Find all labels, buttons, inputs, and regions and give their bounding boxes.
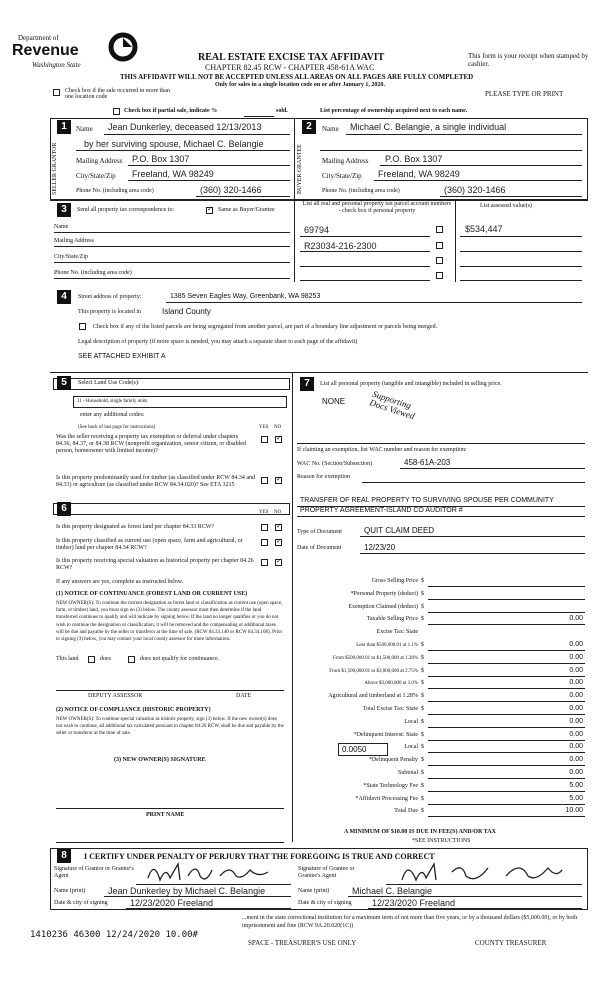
located-county: Island County — [162, 307, 211, 316]
doc-type-label: Type of Document — [297, 529, 342, 535]
notice-2-body: NEW OWNER(S): To continue special valuation as historic property, sign (3) below. If the new owner(s) does not wish to continue, all additional tax calculated pursuant to chapter 84.26 RCW, shall be due and payable by the seller or transferor at the time of sale. — [56, 717, 284, 737]
receipt-note: This form is your receipt when stamped by cashier. — [468, 52, 589, 68]
s6-no-header: NO — [274, 510, 282, 515]
assessed-value-1: $534,447 — [465, 224, 503, 234]
section-8-number: 8 — [57, 849, 71, 863]
dollar-sign: $ — [421, 744, 424, 751]
tax-row-value: 0.00 — [569, 717, 583, 725]
dollar-sign: $ — [421, 731, 424, 738]
dollar-sign: $ — [421, 706, 424, 712]
ownership-note: List percentage of ownership acquired next to each name. — [320, 108, 468, 114]
buyer-phone-label: Phone No. (including area code) — [322, 188, 400, 194]
s6-q3-no[interactable] — [275, 559, 282, 566]
assessed-value-header: List assessed value(s) — [480, 203, 532, 209]
buyer-mail: P.O. Box 1307 — [385, 154, 443, 164]
dollar-sign: $ — [421, 578, 424, 584]
tax-row-label: Total Due — [394, 808, 418, 815]
segregated-checkbox[interactable] — [79, 323, 86, 330]
located-label: This property is located in — [78, 309, 141, 315]
tax-row-value: 5.00 — [569, 794, 583, 802]
print-name-label: PRINT NAME — [146, 812, 185, 818]
tax-row-value: 0.00 — [569, 692, 583, 700]
land-use-code: 11 - Household, single family units — [77, 399, 148, 404]
dollar-sign: $ — [421, 590, 424, 597]
s6-question-2: Is this property classified as current use (open space, farm and agricultural, or timber) land per chapter 84.34 RCW? — [56, 538, 243, 551]
s5-no-header: NO — [274, 425, 282, 430]
tax-row-label: From $500,000.01 to $1,500,000 at 1.28% — [333, 655, 418, 661]
legal-description: SEE ATTACHED EXHIBIT A — [78, 353, 166, 360]
grantor-signature — [140, 858, 280, 886]
reason-text: TRANSFER OF REAL PROPERTY TO SURVIVING SPOUSE PER COMMUNITY PROPERTY AGREEMENT-ISLAND CO AUDITOR # — [300, 497, 554, 514]
grantee-date-city: 12/23/2020 Freeland — [372, 898, 456, 908]
see-instructions: *SEE INSTRUCTIONS — [412, 838, 471, 844]
tax-row-label: *Affidavit Processing Fee — [355, 795, 418, 802]
s6-yes-header: YES — [259, 510, 269, 515]
form-title: REAL ESTATE EXCISE TAX AFFIDAVIT — [198, 52, 385, 63]
new-owner-signature-label: (3) NEW OWNER(S) SIGNATURE — [114, 757, 206, 763]
does-checkbox[interactable] — [88, 656, 95, 663]
tax-row-value: 0.00 — [569, 705, 583, 712]
seller-mail: P.O. Box 1307 — [132, 154, 190, 164]
perjury-notice: ...ment in the state correctional institution for a maximum term of not more than five years, or by a thousand dollars ($5,000.00), or by both imprisonment and fine (RCW 9A.20.020(1C)) — [242, 915, 578, 929]
doc-date: 12/23/20 — [364, 543, 396, 552]
tax-row-label: Excise Tax: State — [376, 629, 418, 636]
tax-row-label: *State Technology Fee — [363, 782, 418, 789]
parcel-header: List all real and personal property tax parcel account numbers - check box if personal property — [302, 201, 452, 214]
grantee-signature-label: Signature of Grantee or Grantee's Agent — [298, 866, 355, 879]
dollar-sign: $ — [421, 757, 424, 764]
parcel-1-checkbox[interactable] — [436, 226, 443, 233]
grantee-signature — [396, 858, 566, 886]
tax-row-label: Less than $500,000.01 at 1.1% — [356, 643, 418, 648]
section-5-number: 5 — [57, 376, 71, 390]
does-not-label: does not qualify for continuance. — [140, 656, 220, 662]
buyer-mail-label: Mailing Address — [322, 157, 369, 165]
tax-row-label: *Personal Property (deduct) — [350, 590, 418, 597]
sold-label: sold. — [276, 108, 288, 114]
tax-row-value: 0.00 — [569, 641, 583, 648]
section-3-number: 3 — [57, 203, 71, 217]
grantor-date-city: 12/23/2020 Freeland — [130, 898, 214, 908]
s5-yes-header: YES — [259, 425, 269, 430]
section-1-number: 1 — [57, 120, 71, 134]
dollar-sign: $ — [421, 718, 424, 725]
tax-row-label: *Delinquent Penalty — [368, 757, 418, 764]
tax-row-value: 0.00 — [569, 615, 583, 623]
s6-q3-yes[interactable] — [261, 559, 268, 566]
s5-q1-yes[interactable] — [261, 436, 268, 443]
agency-state: Washington State — [32, 61, 81, 69]
tax-row-label: *Delinquent Interest: State — [353, 731, 418, 738]
seller-name-label: Name — [76, 125, 93, 133]
notice-1-body: NEW OWNER(S): To continue the current designation as forest land or classification as current use (open space, farm, or timber) land, you must sign on (3) below. The county assessor must then determine if the land transferred continues to qualify and will indicate by signing below. If the land no longer qualifies or you do not wish to continue the designation or classification, it will be removed and the compensating or additional taxes will be due and payable by the seller or transferor at the time of sale. (RCW 84.33.140 or RCW 84.34.108). Prior to signing (3) below, you may contact your local county assessor for more information. — [56, 601, 283, 643]
tax-row-label: From $1,500,000.01 to $3,000,000 at 2.75% — [329, 668, 418, 674]
s3-mail-label: Mailing Address — [54, 238, 94, 244]
seller-name: Jean Dunkerley, deceased 12/13/2013 — [108, 122, 262, 132]
supporting-docs-stamp: Supporting Docs Viewed — [368, 388, 416, 422]
legal-label: Legal description of property (if more space is needed, you may attach a separate sheet to each page of the affidavit) — [78, 339, 358, 345]
county-treasurer-label: COUNTY TREASURER — [475, 939, 547, 947]
parcel-1: 69794 — [304, 225, 330, 235]
grantor-print-name: Jean Dunkerley by Michael C. Belangie — [108, 886, 266, 896]
partial-sale-label: Check box if partial sale, indicate % — [124, 108, 218, 114]
grantor-signature-label: Signature of Grantor or Grantor's Agent — [54, 866, 134, 879]
tax-row-value: 5.00 — [569, 781, 583, 789]
tax-row-label: Exemption Claimed (deduct) — [348, 603, 418, 610]
dollar-sign: $ — [421, 642, 424, 648]
tax-row-value: 0.00 — [569, 653, 583, 661]
tax-row-label: Gross Selling Price — [371, 578, 418, 584]
buyer-phone: (360) 320-1466 — [444, 185, 506, 195]
grantor-name-label: Name (print) — [54, 888, 86, 894]
certify-statement: I CERTIFY UNDER PENALTY OF PERJURY THAT THE FOREGOING IS TRUE AND CORRECT — [84, 852, 435, 861]
tax-row-label: Agricultural and timberland at 1.28% — [328, 693, 418, 700]
grantee-name-label: Name (print) — [298, 888, 330, 894]
form-warning: THIS AFFIDAVIT WILL NOT BE ACCEPTED UNLESS ALL AREAS ON ALL PAGES ARE FULLY COMPLETED — [120, 73, 474, 81]
agency-line1: Department of — [18, 34, 59, 42]
s6-q1-yes[interactable] — [261, 524, 268, 531]
partial-sale-checkbox[interactable] — [113, 108, 120, 115]
s5-q2-no[interactable] — [275, 477, 282, 484]
s5-question-1: Was the seller receiving a property tax exemption or deferral under chapters 84.36, 84.37, or 84.38 RCW (nonprofit organization, senior citizen, or disabled person, homeowner with limited income)? — [56, 434, 246, 454]
multi-location-label: Check box if the sale occurred in more than one location code — [65, 88, 170, 100]
form-chapter: CHAPTER 82.45 RCW - CHAPTER 458-61A WAC — [205, 63, 375, 72]
notice-2-heading: (2) NOTICE OF COMPLIANCE (HISTORIC PROPERTY) — [56, 707, 211, 713]
seller-city: Freeland, WA 98249 — [132, 169, 214, 179]
parcel-4-checkbox[interactable] — [436, 272, 443, 279]
same-as-buyer-label: Same as Buyer/Grantee — [218, 207, 275, 213]
s6-question-1: Is this property designated as forest land per chapter 84.33 RCW? — [56, 524, 215, 530]
seller-name-2: by her surviving spouse, Michael C. Belangie — [84, 139, 264, 149]
dollar-sign: $ — [421, 616, 424, 623]
personal-property-label: List all personal property (tangible and intangible) included in selling price. — [320, 381, 502, 387]
tax-row-label: Local — [404, 718, 418, 725]
tax-row-value: 0.00 — [569, 679, 583, 687]
s3-name-label: Name — [54, 224, 69, 230]
local-rate: 0.0050 — [342, 745, 367, 754]
dollar-sign: $ — [421, 603, 424, 610]
if-any-yes: If any answers are yes, complete as instructed below. — [56, 579, 184, 585]
exemption-claim-label: If claiming an exemption, list WAC number and reason for exemption: — [297, 447, 467, 453]
tax-row-value: 0.00 — [569, 769, 583, 776]
parcel-3-checkbox[interactable] — [436, 257, 443, 264]
form-only-for: Only for sales in a single location code on or after January 1, 2020. — [215, 82, 385, 88]
seller-city-label: City/State/Zip — [76, 172, 116, 180]
deputy-assessor-label: DEPUTY ASSESSOR — [88, 693, 143, 699]
same-as-buyer-checkbox[interactable] — [206, 207, 213, 214]
s6-question-3: Is this property receiving special valuation as historical property per chapter 84.26 RCW? — [56, 558, 254, 571]
please-type: PLEASE TYPE OR PRINT — [485, 90, 564, 98]
reason-label: Reason for exemption — [297, 474, 350, 480]
revenue-logo-icon — [108, 32, 138, 62]
tax-row-label: Total Excise Tax: State — [362, 706, 418, 712]
multi-location-checkbox[interactable] — [53, 89, 60, 96]
street-label: Street address of property: — [78, 294, 142, 300]
tax-row-value: 0.00 — [569, 730, 583, 738]
doc-type: QUIT CLAIM DEED — [364, 526, 435, 535]
s6-q2-yes[interactable] — [261, 539, 268, 546]
dollar-sign: $ — [421, 680, 424, 687]
tax-row-value: 10.00 — [565, 807, 583, 815]
minimum-fee-note: A MINIMUM OF $10.00 IS DUE IN FEE(S) AND/OR TAX — [344, 829, 496, 835]
seller-phone-label: Phone No. (including area code) — [76, 188, 154, 194]
see-back-note: (See back of last page for instructions) — [78, 425, 156, 430]
tax-row-value: 0.00 — [569, 756, 583, 764]
tax-row-label: Taxable Selling Price — [366, 616, 418, 623]
tax-row-label: Above $3,000,000 at 3.0% — [364, 681, 418, 687]
s3-phone-label: Phone No. (including area code) — [54, 270, 132, 276]
cashier-stamp: 1410236 46300 12/24/2020 10.00# — [30, 930, 198, 940]
deputy-date-label: DATE — [236, 693, 252, 699]
s6-q1-no[interactable] — [275, 524, 282, 531]
seller-phone: (360) 320-1466 — [200, 185, 262, 195]
doc-date-label: Date of Document — [297, 545, 342, 551]
buyer-city: Freeland, WA 98249 — [378, 169, 460, 179]
buyer-name: Michael C. Belangie, a single individual — [350, 122, 507, 132]
seller-side-label: SELLER GRANTOR — [52, 142, 58, 196]
street-address: 1385 Seven Eagles Way, Greenbank, WA 98253 — [170, 293, 321, 300]
segregated-label: Check box if any of the listed parcels are being segregated from another parcel, are part of a boundary line adjustment or parcels being merged. — [93, 324, 438, 330]
seller-mail-label: Mailing Address — [76, 157, 123, 165]
section-4-number: 4 — [57, 290, 71, 304]
personal-property-value: NONE — [322, 397, 346, 406]
dollar-sign: $ — [421, 782, 424, 789]
land-use-label: Select Land Use Code(s): — [78, 380, 140, 386]
this-land-label: This land — [56, 656, 79, 662]
send-correspondence-label: Send all property tax correspondence to: — [77, 207, 175, 213]
dollar-sign: $ — [421, 693, 424, 700]
s5-q1-no[interactable] — [275, 436, 282, 443]
tax-row-value: 0.00 — [569, 666, 583, 674]
tax-row-value: 0.00 — [569, 743, 583, 751]
s5-q2-yes[interactable] — [261, 477, 268, 484]
buyer-city-label: City/State/Zip — [322, 172, 362, 180]
notice-1-heading: (1) NOTICE OF CONTINUANCE (FOREST LAND OR CURRENT USE) — [56, 591, 248, 597]
tax-row-label: Local — [404, 744, 418, 751]
dollar-sign: $ — [421, 654, 424, 661]
buyer-side-label: BUYER GRANTEE — [297, 144, 303, 194]
grantor-date-label: Date & city of signing — [54, 900, 108, 906]
section-6-number: 6 — [57, 502, 71, 516]
section-7-number: 7 — [300, 377, 314, 391]
s6-q2-no[interactable] — [275, 539, 282, 546]
section-2-number: 2 — [302, 120, 316, 134]
additional-codes-label: enter any additional codes: — [80, 412, 145, 418]
dollar-sign: $ — [421, 667, 424, 674]
parcel-2: R23034-216-2300 — [304, 241, 377, 251]
dollar-sign: $ — [421, 795, 424, 802]
dollar-sign: $ — [421, 770, 424, 776]
wac-label: WAC No. (Section/Subsection) — [297, 461, 373, 467]
treasurer-use-label: SPACE - TREASURER'S USE ONLY — [248, 939, 357, 947]
wac-number: 458-61A-203 — [404, 458, 451, 467]
buyer-name-label: Name — [322, 125, 339, 133]
grantee-date-label: Date & city of signing — [298, 900, 352, 906]
parcel-2-checkbox[interactable] — [436, 242, 443, 249]
dollar-sign: $ — [421, 808, 424, 815]
tax-row-label: Subtotal — [397, 770, 418, 776]
grantee-print-name: Michael C. Belangie — [352, 886, 433, 896]
agency-name: Revenue — [12, 42, 79, 59]
s3-city-label: City/State/Zip — [54, 254, 88, 260]
does-not-checkbox[interactable] — [128, 656, 135, 663]
s5-question-2: Is this property predominantly used for timber (as classified under RCW 84.34 and 84.33) or agriculture (as classified under RCW 84.34.020)? See ETA 3215 — [56, 475, 256, 488]
does-label: does — [100, 656, 111, 662]
